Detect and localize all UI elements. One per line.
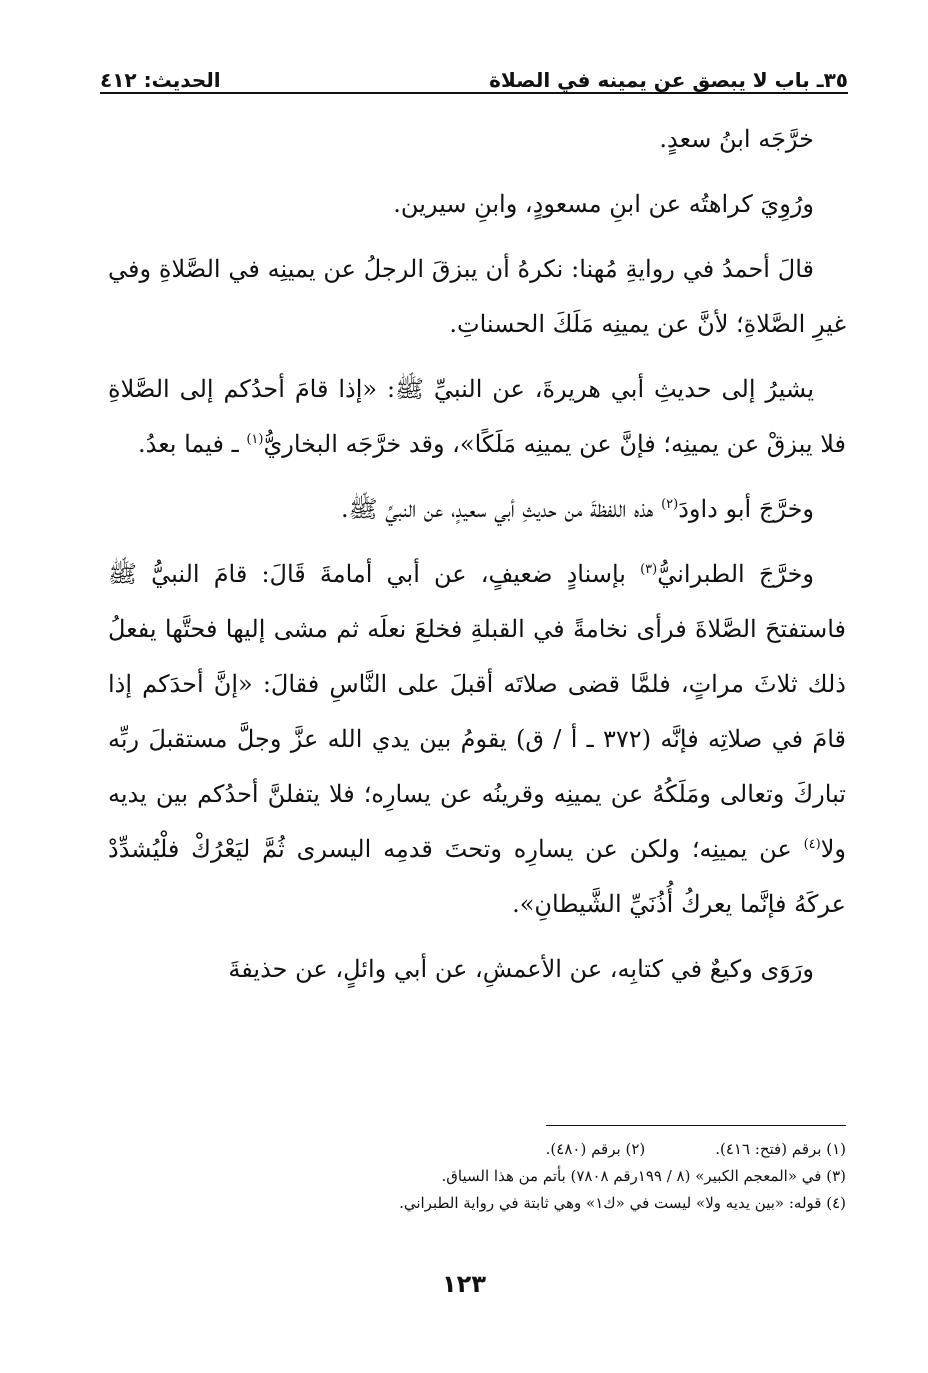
paragraph-5-text-a: وخرَّجَ أبو داودَ: [678, 495, 814, 523]
footnote-row-1: [108, 1136, 846, 1163]
footnote-ref-2: (٢): [661, 497, 679, 512]
paragraph-5-text-b: هذه اللفظةَ من حديثِ أبي سعيدٍ، عن النبيِّ ﷺ.: [340, 495, 662, 523]
footnote-ref-3: (٣): [640, 562, 658, 577]
paragraph-6: [108, 547, 846, 932]
paragraph-7: ورَوَى وكيعٌ في كتابِه، عن الأعمشِ، عن أبي وائلٍ، عن حذيفةَ: [228, 955, 814, 983]
footnote-1: (١) برقم (فتح: ٤١٦).: [715, 1140, 846, 1158]
footnote-2: (٢) برقم (٤٨٠).: [545, 1140, 646, 1158]
main-text: [108, 112, 846, 1007]
paragraph-1: خرَّجَه ابنُ سعدٍ.: [659, 125, 814, 153]
paragraph-4: [108, 362, 846, 472]
paragraph-3: قالَ أحمدُ في روايةِ مُهنا: نكرهُ أن يبزقَ الرجلُ عن يمينِه في الصَّلاةِ وفي غيرِ الصَّلاةِ؛ لأنَّ عن يمينِه مَلَكَ الحسناتِ.: [108, 255, 846, 338]
footnote-rule: [546, 1125, 846, 1126]
footnote-ref-1: (١): [246, 432, 264, 447]
paragraph-6-text-b: بإسنادٍ ضعيفٍ، عن أبي أمامةَ قَالَ: قامَ النبيُّ ﷺ فاستفتحَ الصَّلاةَ فرأى نخامةً في القبلةِ فخلعَ نعلَه ثم مشى إليها فحتَّها يفعلُ ذلك ثلاثَ مراتٍ، فلمَّا قضى صلاتَه أقبلَ على النَّاسِ فقالَ: «إنَّ أحدَكم إذا قامَ في صلاتِه فإنَّه (٣٧٢ ـ أ / ق) يقومُ بين يدي الله عزَّ وجلَّ مستقبلَ ربِّه تباركَ وتعالى ومَلَكُهُ عن يمينِه وقرينُه عن يسارِه؛ فلا يتفلنَّ أحدُكم بين يديه ولا: [108, 560, 846, 863]
footnotes: [108, 1136, 846, 1217]
paragraph-4-text-a: يشيرُ إلى حديثِ أبي هريرةَ، عن النبيِّ ﷺ: «إذا قامَ أحدُكم إلى الصَّلاةِ فلا يبزقْ عن يمينِه؛ فإنَّ عن يمينِه مَلَكًا»، وقد خرَّجَه البخاريُّ: [108, 375, 846, 458]
paragraph-6-text-a: وخرَّجَ الطبرانيُّ: [657, 560, 814, 588]
header-rule: [100, 92, 848, 94]
footnote-3: (٣) في «المعجم الكبير» (٨ / ١٩٩رقم ٧٨٠٨) بأتم من هذا السياق.: [441, 1167, 846, 1185]
page-number: ١٢٣: [442, 1270, 486, 1298]
running-header: [100, 52, 848, 92]
paragraph-6-text-c: عن يمينِه؛ ولكن عن يسارِه وتحتَ قدمِه اليسرى ثُمَّ ليَعْرُكْ فلْيُشدِّدْ عركَهُ فإنَّما يعركُ أُذُنَيِّ الشَّيطانِ».: [108, 835, 846, 918]
paragraph-2: ورُوِيَ كراهتُه عن ابنِ مسعودٍ، وابنِ سيرين.: [393, 190, 814, 218]
hadith-number: الحديث: ٤١٢: [100, 68, 221, 92]
paragraph-4-text-b: ـ فيما بعدُ.: [138, 430, 247, 458]
footnote-4: (٤) قوله: «بين يديه ولا» ليست في «ك١» وهي ثابتة في رواية الطبراني.: [399, 1194, 846, 1212]
paragraph-5: [108, 482, 846, 537]
chapter-title: ٣٥ـ باب لا يبصق عن يمينه في الصلاة: [489, 68, 848, 92]
footnote-ref-4: (٤): [803, 837, 821, 852]
